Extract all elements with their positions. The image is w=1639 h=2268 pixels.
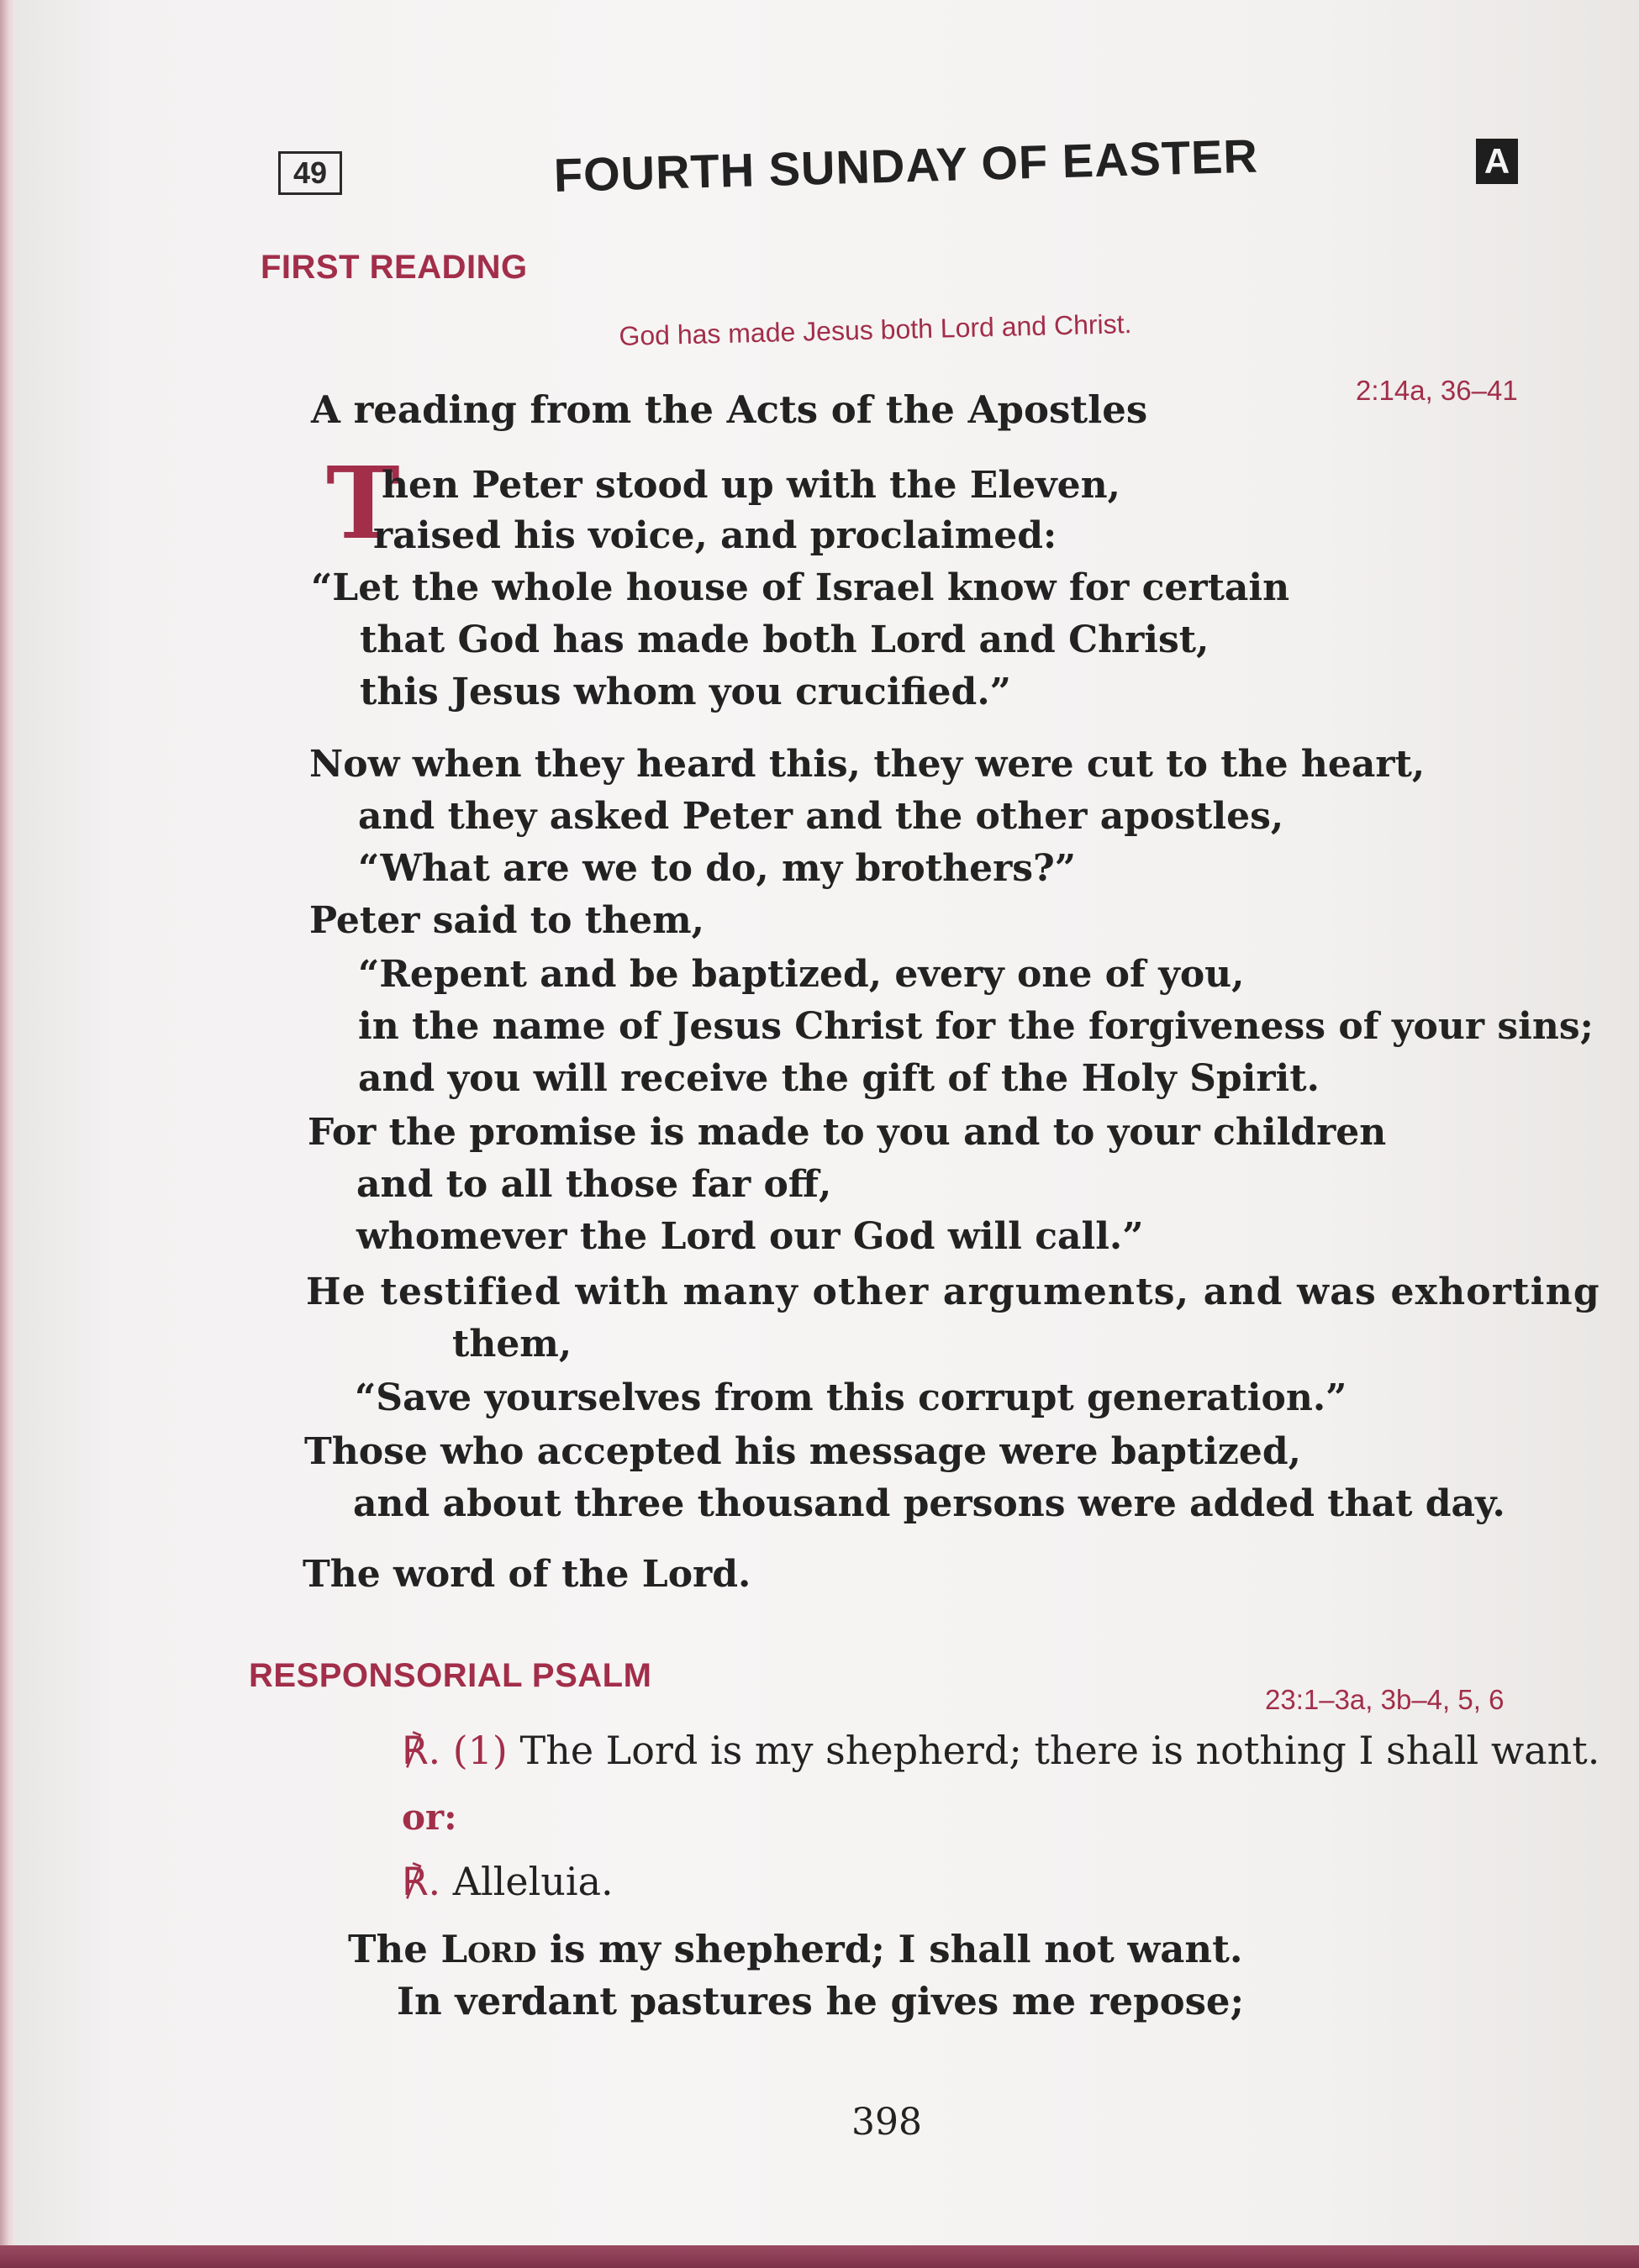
response-mark: ℟. <box>402 1859 441 1904</box>
reading-summary: God has made Jesus both Lord and Christ. <box>619 308 1132 351</box>
reading-line: this Jesus whom you crucified.” <box>360 671 1011 713</box>
reading-line: He testified with many other arguments, and was exhorting <box>306 1271 1600 1313</box>
reading-line: “What are we to do, my brothers?” <box>358 847 1077 890</box>
psalm-heading: RESPONSORIAL PSALM <box>249 1657 652 1694</box>
response-number: (1) <box>452 1728 508 1773</box>
page-number: 398 <box>851 2101 922 2144</box>
reading-line: whomever the Lord our God will call.” <box>356 1215 1144 1258</box>
page <box>15 0 1639 2245</box>
or-label: or: <box>402 1797 457 1838</box>
drop-cap: T <box>326 445 400 561</box>
reading-intro: A reading from the Acts of the Apostles <box>311 387 1148 432</box>
reading-line: them, <box>452 1323 572 1366</box>
psalm-citation: 23:1–3a, 3b–4, 5, 6 <box>1265 1684 1505 1715</box>
psalm-response-1 <box>402 1728 1599 1773</box>
verse-text: The <box>348 1927 441 1971</box>
psalm-response-2 <box>402 1859 614 1904</box>
reading-line: “Save yourselves from this corrupt generation.” <box>355 1376 1347 1419</box>
response-text: Alleluia. <box>452 1859 614 1904</box>
reading-line: and you will receive the gift of the Holy Spirit. <box>358 1057 1320 1100</box>
reading-line: and they asked Peter and the other apostles, <box>358 795 1284 838</box>
reading-line: Peter said to them, <box>309 899 704 942</box>
reading-number-box <box>278 151 342 195</box>
reading-line: and to all those far off, <box>356 1163 832 1206</box>
response-mark: ℟. <box>402 1728 441 1773</box>
verse-text: is my shepherd; I shall not want. <box>536 1927 1243 1971</box>
response-text: The Lord is my shepherd; there is nothing I shall want. <box>519 1728 1600 1773</box>
psalm-verse-line <box>348 1924 1243 1975</box>
reading-line: hen Peter stood up with the Eleven, <box>382 464 1120 507</box>
reading-number: 49 <box>292 155 328 190</box>
page-title: FOURTH SUNDAY OF EASTER <box>553 129 1259 202</box>
reading-line: raised his voice, and proclaimed: <box>373 514 1057 557</box>
reading-line: “Let the whole house of Israel know for certain <box>311 566 1290 609</box>
psalm-verse-line: In verdant pastures he gives me repose; <box>397 1979 1245 2023</box>
year-badge <box>1476 139 1518 184</box>
reading-line: that God has made both Lord and Christ, <box>360 618 1209 661</box>
reading-line: and about three thousand persons were added that day. <box>353 1482 1505 1525</box>
reading-line: Now when they heard this, they were cut to the heart, <box>309 743 1426 786</box>
reading-closing: The word of the Lord. <box>303 1553 751 1596</box>
first-reading-heading: FIRST READING <box>261 249 528 286</box>
reading-line: Those who accepted his message were baptized, <box>304 1430 1301 1473</box>
reading-line: in the name of Jesus Christ for the forgiveness of your sins; <box>358 1005 1594 1048</box>
lord-small-caps: Lord <box>440 1927 537 1971</box>
year-letter: A <box>1484 141 1510 181</box>
reading-line: For the promise is made to you and to your children <box>308 1111 1387 1154</box>
reading-line: “Repent and be baptized, every one of you, <box>358 953 1245 996</box>
page-edge-bottom <box>0 2245 1639 2268</box>
reading-citation: 2:14a, 36–41 <box>1356 375 1518 406</box>
page-edge-left <box>0 0 15 2268</box>
